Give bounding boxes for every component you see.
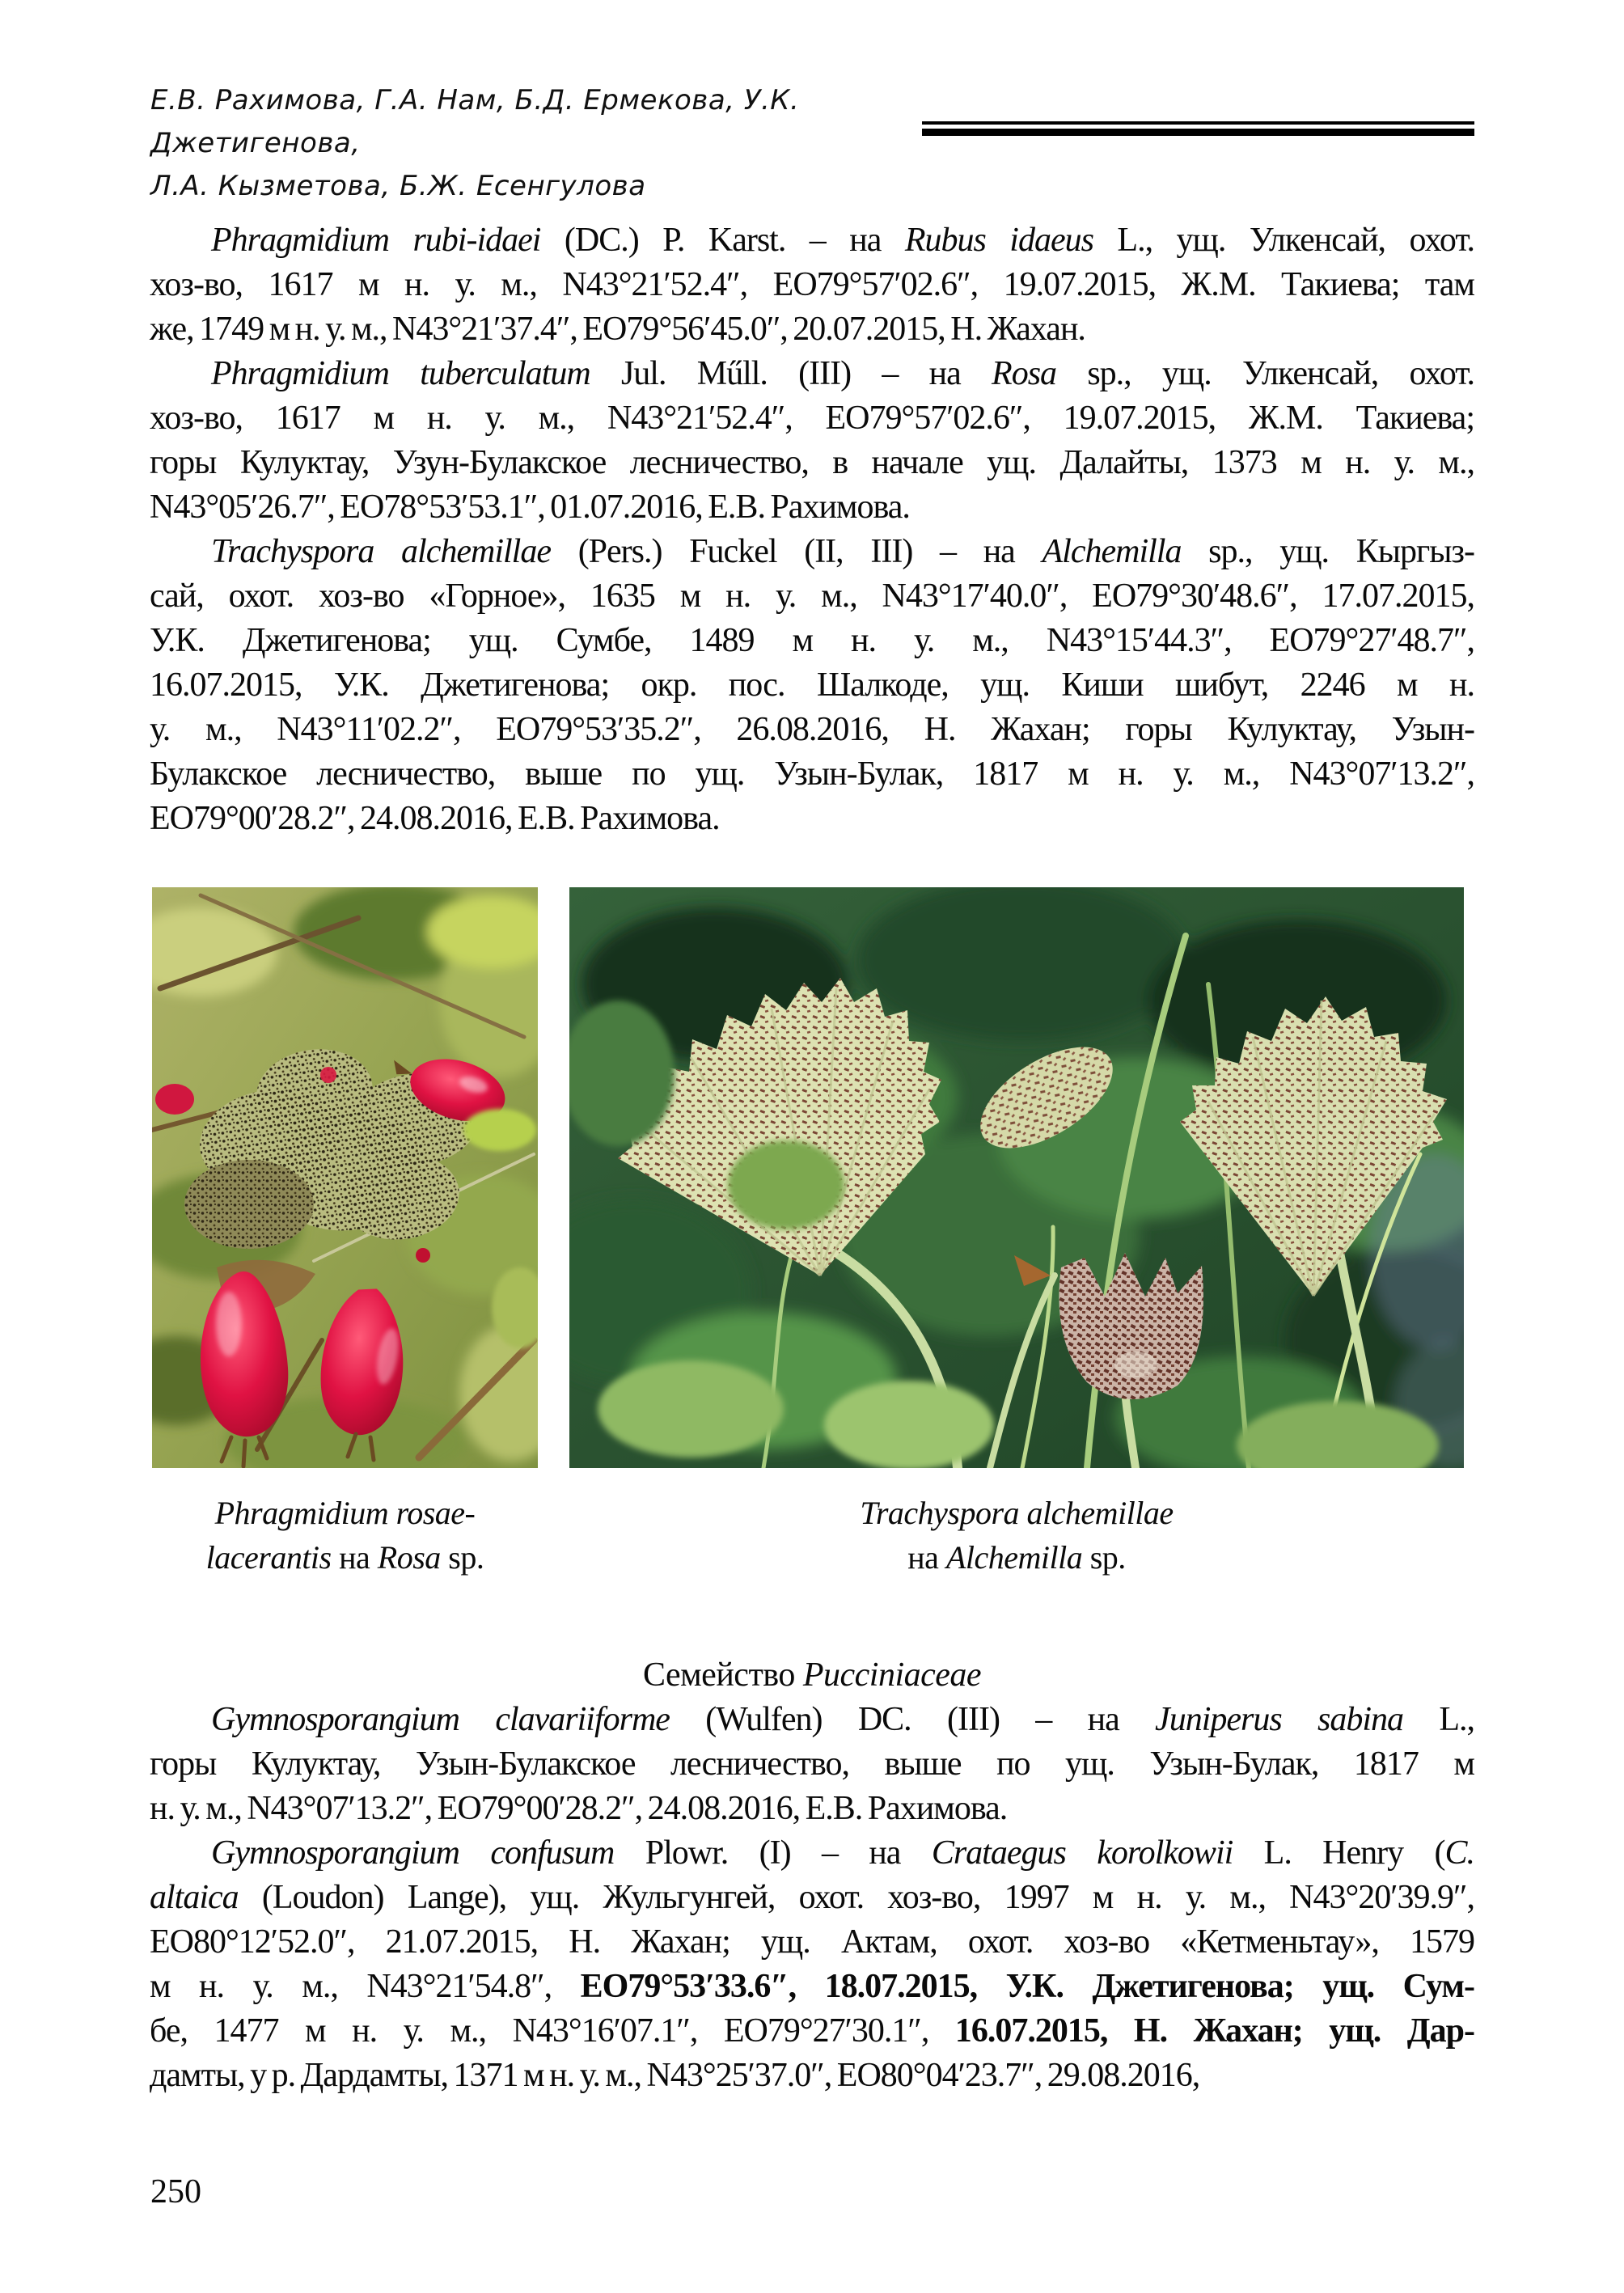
header-double-rule [922,121,1474,136]
text-segment: Phragmidium rosae- [214,1495,476,1531]
text-segment: (DC.) P. Karst. – на [540,222,905,259]
text-line [150,574,1474,619]
text-line [150,1876,1474,1920]
text-segment: (Pers.) Fuckel (II, III) – на [551,533,1042,570]
text-line [150,1742,1474,1787]
text-segment: L. Henry ( [1233,1834,1445,1872]
caption-line [152,1535,538,1580]
text-segment: lacerantis [205,1539,332,1576]
text-segment: Trachyspora alchemillae [860,1495,1174,1531]
text-line [150,441,1474,485]
text-segment: Phragmidium tuberculatum [211,355,590,392]
caption-line [152,1491,538,1535]
text-segment: Rosa [992,355,1057,392]
text-segment: ЕО80°12′52.0″, 21.07.2015, Н. Жахан; ущ. Актам, охот. хоз-во «Кетменьтау», 1579 [150,1923,1474,1961]
text-segment: на [907,1539,946,1576]
text-line [150,797,1474,841]
authors-line-1: Е.В. Рахимова, Г.А. Нам, Б.Д. Ермекова, У.К. Джетигенова, [150,84,800,159]
text-segment: sp. [440,1539,484,1576]
text-segment: Alchemilla [1042,533,1182,570]
text-line [150,396,1474,441]
text-segment: сай, охот. хоз-во «Горное», 1635 м н. у. м., N43°17′40.0″, ЕО79°30′48.6″, 17.07.2015, [150,577,1474,615]
text-line [150,1787,1474,1831]
text-line [150,307,1474,352]
text-segment: же, 1749 м н. у. м., N43°21′37.4″, ЕО79°56′45.0″, 20.07.2015, Н. Жахан. [150,311,1085,348]
caption-line [569,1535,1464,1580]
text-line [150,2009,1474,2054]
text-segment: У.К. Джетигенова; ущ. Сумбе, 1489 м н. у. м., N43°15′44.3″, ЕО79°27′48.7″, [150,622,1474,659]
figure-left [152,887,538,1576]
rose-hips-photo [152,887,538,1468]
text-segment: sp., ущ. Кыргыз- [1181,533,1474,570]
figure-right [569,887,1464,1576]
text-segment: бе, 1477 м н. у. м., N43°16′07.1″, ЕО79°27′30.1″, [150,2012,955,2050]
bottom-text-block [150,1698,1474,2098]
text-segment: altaica [150,1879,239,1916]
text-segment: Plowr. (I) – на [614,1834,932,1872]
text-line [150,485,1474,530]
top-text-block [150,218,1474,841]
text-segment: горы Кулуктау, Узун-Булакское лесничество, в начале ущ. Далайты, 1373 м н. у. м., [150,444,1474,481]
text-segment: (Loudon) Lange), ущ. Жульгунгей, охот. хоз-во, 1997 м н. у. м., N43°20′39.9″, [238,1879,1474,1916]
text-segment: Pucciniaceae [802,1656,982,1694]
text-line [150,1698,1474,1742]
text-line [150,708,1474,752]
text-segment: C. [1444,1834,1475,1872]
caption-line [569,1491,1464,1535]
text-segment: Gymnosporangium clavariiforme [211,1701,670,1738]
text-line [150,619,1474,663]
text-segment: Alchemilla [945,1539,1083,1576]
text-line [150,218,1474,263]
text-segment: Rubus idaeus [904,222,1093,259]
caption-left [152,1491,538,1580]
text-line [150,2054,1474,2098]
text-segment: хоз-во, 1617 м н. у. м., N43°21′52.4″, ЕО79°57′02.6″, 19.07.2015, Ж.М. Такиева; там [150,266,1474,303]
text-segment: на [331,1539,378,1576]
text-segment: (Wulfen) DC. (III) – на [669,1701,1156,1738]
text-segment: 16.07.2015, Н. Жахан; ущ. Дар- [954,2012,1475,2050]
text-segment: Phragmidium rubi-idaei [211,222,541,259]
text-line [150,663,1474,708]
text-segment: дамты, у р. Дардамты, 1371 м н. у. м., N43°25′37.0″, ЕО80°04′23.7″, 29.08.2016, [150,2057,1200,2094]
text-segment: L., ущ. Улкенсай, охот. [1093,222,1475,259]
alchemilla-leaves-photo [569,887,1464,1468]
text-line [150,752,1474,797]
text-segment: 16.07.2015, У.К. Джетигенова; окр. пос. Шалкоде, ущ. Киши шибут, 2246 м н. [150,666,1474,704]
text-segment: у. м., N43°11′02.2″, ЕО79°53′35.2″, 26.08.2016, Н. Жахан; горы Кулуктау, Узын- [150,711,1474,748]
text-segment: Juniperus sabina [1155,1701,1404,1738]
text-segment: горы Кулуктау, Узын-Булакское лесничество, выше по ущ. Узын-Булак, 1817 м [150,1745,1474,1783]
page-number: 250 [150,2173,201,2211]
text-segment: sp., ущ. Улкенсай, охот. [1056,355,1475,392]
text-segment: хоз-во, 1617 м н. у. м., N43°21′52.4″, ЕО79°57′02.6″, 19.07.2015, Ж.М. Такиева; [150,400,1474,437]
text-segment: м н. у. м., N43°21′54.8″, [150,1968,581,2005]
text-segment: Семейство [642,1656,803,1694]
text-segment: ЕО79°00′28.2″, 24.08.2016, Е.В. Рахимова. [150,800,720,837]
text-segment: н. у. м., N43°07′13.2″, ЕО79°00′28.2″, 24.08.2016, Е.В. Рахимова. [150,1790,1008,1827]
text-segment: Jul. Műll. (III) – на [590,355,992,392]
text-line [150,1831,1474,1876]
text-line [150,263,1474,307]
text-segment: Trachyspora alchemillae [211,533,551,570]
text-segment: Gymnosporangium confusum [211,1834,615,1872]
text-segment: sp. [1082,1539,1126,1576]
text-segment: Rosa [377,1539,441,1576]
text-line [150,1920,1474,1965]
text-segment: N43°05′26.7″, ЕО78°53′53.1″, 01.07.2016, Е.В. Рахимова. [150,489,910,526]
section-heading [150,1653,1474,1698]
text-segment: Булакское лесничество, выше по ущ. Узын-Булак, 1817 м н. у. м., N43°07′13.2″, [150,755,1474,793]
text-line [150,530,1474,574]
text-segment: Crataegus korolkowii [931,1834,1233,1872]
text-line [150,1965,1474,2009]
text-segment: L., [1403,1701,1475,1738]
authors-line-2: Л.А. Кызметова, Б.Ж. Есенгулова [150,170,646,202]
authors-block [150,79,959,208]
text-line [150,352,1474,396]
caption-right [569,1491,1464,1580]
text-segment: ЕО79°53′33.6″, 18.07.2015, У.К. Джетигенова; ущ. Сум- [580,1968,1474,2005]
